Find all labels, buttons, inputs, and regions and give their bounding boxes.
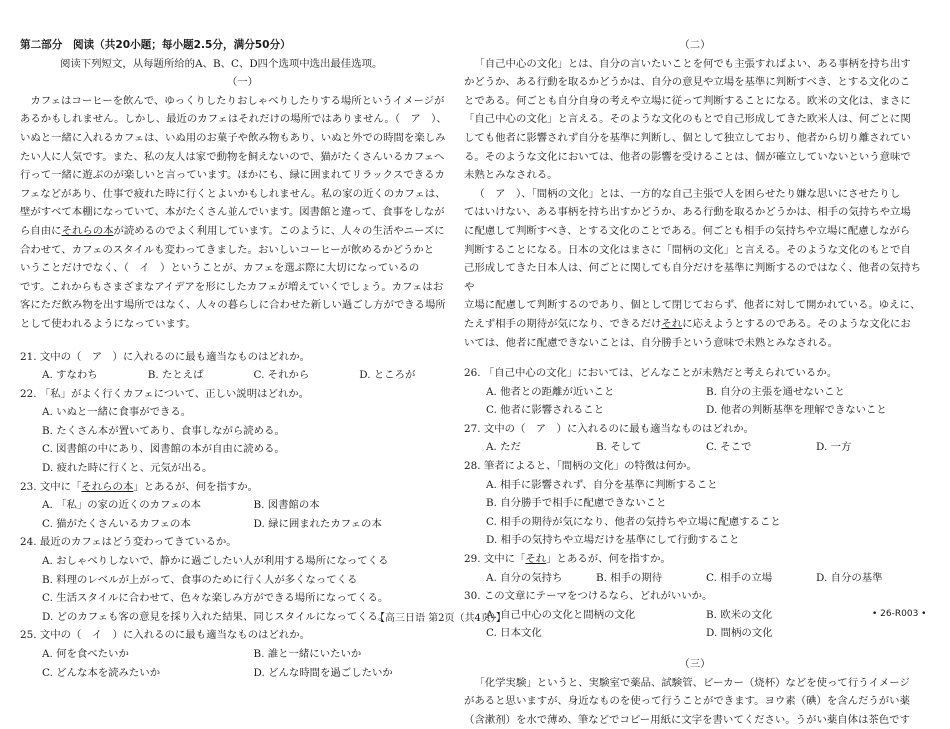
- option-a[interactable]: A. 相手に影響されず、自分を基準に判断すること: [486, 478, 718, 491]
- passage-1-body: [20, 92, 465, 334]
- option-d[interactable]: D. 一方: [816, 441, 852, 454]
- passage-line: いぬと一緒に入れるカフェは、いぬ用のお菓子や飲み物もあり、いぬと外での時間を楽しみ: [20, 131, 446, 144]
- question-stem: [20, 478, 465, 497]
- passage-line: 行って一緒に遊ぶのが楽しいと言っています。ほかにも、緑に囲まれてリラックスできるカ: [20, 169, 445, 182]
- option-b[interactable]: B. 自分勝手で相手に配慮できないこと: [486, 497, 667, 510]
- passage-line: フェなどがあり、仕事で疲れた時に行くとよいかもしれません。私の家の近くのカフェは、: [20, 187, 446, 200]
- passage-line: しても他者に影響されず自分を基準に判断し、個として独立しており、他者から切り離されてい: [464, 131, 911, 144]
- option-a[interactable]: A. 何を食べたいか: [42, 648, 129, 660]
- option-b[interactable]: B. たくさん本が置いてあり、食事しながら読める。: [42, 424, 285, 437]
- passage-line: （ ア ）、「間柄の文化」とは、一方的な自己主張で人を困らせたり嫌な思いにさせたりし: [474, 187, 901, 200]
- question-stem: 24. 最近のカフェはどう変わってきているか。: [20, 536, 237, 549]
- option-a[interactable]: A. 「私」の家の近くのカフェの本: [42, 499, 202, 512]
- option-b[interactable]: B. 自分の主張を通せないこと: [706, 385, 845, 398]
- question-stem: [464, 550, 926, 569]
- option-c[interactable]: C. 相手の立場: [706, 571, 773, 584]
- question-stem: 25. 文中の（ イ ）に入れるのに最も適当なものはどれか。: [20, 629, 310, 642]
- stem-text: 29. 文中に「: [464, 553, 526, 566]
- passage-line: たい人に人気です。また、私の友人は家で動物を飼えないので、猫がたくさんいるカフェへ: [20, 150, 445, 163]
- stem-text: 」とあるが、何を指すか。: [546, 553, 671, 566]
- option-c[interactable]: C. 他者に影響されること: [486, 404, 605, 417]
- option-d[interactable]: D. 間柄の文化: [706, 627, 773, 640]
- question-25: [20, 626, 465, 682]
- line-text: たえず相手の期待が気になり、できるだけ: [464, 317, 662, 330]
- question-27: [464, 420, 926, 457]
- passage-line: カフェはコーヒーを飲んで、ゆっくりしたりおしゃべりしたりする場所というイメージが: [30, 94, 445, 107]
- option-d[interactable]: D. 自分の基準: [816, 571, 883, 584]
- passage-line: 未熟とみなされる。: [464, 169, 558, 182]
- option-c[interactable]: C. 相手の期待が気になり、他者の気持ちや立場に配慮すること: [486, 515, 781, 528]
- passage-3-body: [464, 674, 926, 729]
- passage-line: があると思いますが、身近なものを使って行うことができます。ヨウ素（碘）を含んだうがい薬: [464, 695, 910, 708]
- page-number: 【高三日语 第2页（共4页）】: [375, 613, 506, 624]
- option-c[interactable]: C. そこで: [706, 441, 752, 454]
- passage-line: として使われるようになっています。: [20, 317, 196, 330]
- section-instruction: 阅读下列短文，从每题所给的A、B、C、D四个选项中选出最佳选项。: [60, 57, 383, 70]
- option-a[interactable]: A. すなわち: [42, 369, 98, 382]
- option-c[interactable]: C. それから: [253, 369, 310, 382]
- stem-text: 23. 文中に「: [20, 480, 82, 493]
- passage-line: 「自己中心の文化」と言える。そのような文化のもとで自己形成してきた欧米人は、何ごとに関: [464, 113, 911, 126]
- passage-line: 客にただ飲み物を出す場所ではなく、人々の暮らしに合わせた新しい過ごし方ができる場所: [20, 299, 446, 312]
- question-stem: 28. 筆者によると、「間柄の文化」の特徴は何か。: [464, 460, 697, 473]
- passage-3-number: （三）: [679, 658, 711, 670]
- question-22: [20, 385, 465, 478]
- question-23: [20, 478, 465, 534]
- question-29: [464, 550, 926, 587]
- option-c[interactable]: C. どんな本を読みたいか: [42, 666, 161, 679]
- line-text: に応えようとするのである。そのような文化にお: [682, 317, 911, 330]
- passage-line: [464, 315, 926, 334]
- line-text: が読めるのでよく利用しています。このように、人々の生活やニーズに: [113, 224, 445, 237]
- option-d[interactable]: D. 疲れた時に行くと、元気が出る。: [42, 462, 213, 475]
- passage-line: に配慮して判断すべき、とする文化のことである。何ごとも相手の気持ちや立場に配慮しながら: [464, 224, 911, 237]
- passage-line: （含漱剂）を水で薄め、筆などでコピー用紙に文字を書いてください。うがい薬自体は茶色です: [464, 713, 910, 726]
- underlined-phrase: それらの本: [81, 480, 134, 493]
- passage-line: てはいけない、ある事柄を持ち出すかどうか、ある行動を取るかどうかは、相手の気持ちや立場: [464, 206, 911, 219]
- passage-2-number: （二）: [679, 39, 711, 51]
- passage-line: いては、他者に配慮できないことは、自分勝手という意味で未熟とみなされる。: [464, 336, 839, 349]
- option-c[interactable]: C. 日本文化: [486, 627, 542, 640]
- question-28: [464, 457, 926, 550]
- passage-line: 「自己中心の文化」とは、自分の言いたいことを何でも主張すればよい、ある事柄を持ち出す: [474, 57, 911, 70]
- exam-code: • 26-R003 •: [872, 609, 927, 619]
- line-text: ら自由に: [20, 224, 62, 237]
- option-c[interactable]: C. 猫がたくさんいるカフェの本: [42, 517, 191, 530]
- underlined-phrase: それ: [661, 317, 683, 330]
- passage-1-number: （一）: [226, 76, 259, 89]
- option-d[interactable]: D. どのカフェも客の意見を採り入れた結果、同じスタイルになってくる。: [42, 610, 389, 623]
- stem-text: 」とあるが、何を指すか。: [133, 480, 259, 493]
- option-c[interactable]: C. 図書館の中にあり、図書館の本が自由に読める。: [42, 443, 285, 456]
- question-21: [20, 348, 465, 385]
- passage-line: あるかもしれません。しかし、最近のカフェはそれだけの場所ではありません。（ ア ）、: [20, 113, 447, 126]
- passage-line: 「化学実験」というと、実験室で薬品、試験管、ビーカー（烧杯）などを使って行うイメージ: [474, 676, 910, 689]
- option-d[interactable]: D. 相手の気持ちや立場だけを基準にして行動すること: [486, 534, 740, 547]
- option-a[interactable]: A. おしゃべりしないで、静かに過ごしたい人が利用する場所になってくる: [42, 555, 389, 568]
- passage-2-body: [464, 55, 926, 353]
- option-c[interactable]: C. 生活スタイルに合わせて、色々な楽しみ方ができる場所になってくる。: [42, 592, 389, 605]
- passage-line: いうことだけでなく、（ イ ）ということが、カフェを選ぶ際に大切になっているの: [20, 262, 420, 275]
- option-b[interactable]: B. 誰と一緒にいたいか: [253, 648, 362, 660]
- left-column: [20, 36, 465, 682]
- question-stem: 27. 文中の（ ア ）に入れるのに最も適当なものはどれか。: [464, 422, 754, 435]
- question-stem: 30. この文章にテーマをつけるなら、どれがいいか。: [464, 590, 713, 603]
- passage-line: [20, 222, 465, 241]
- passage-line: かどうか、ある行動を取るかどうかは、自分の意見や立場を基準に判断すべき、とする文化のこ: [464, 76, 911, 89]
- option-d[interactable]: D. ところが: [359, 369, 416, 382]
- question-stem: 21. 文中の（ ア ）に入れるのに最も適当なものはどれか。: [20, 350, 310, 363]
- option-d[interactable]: D. 他者の判断基準を理解できないこと: [706, 404, 887, 417]
- option-b[interactable]: B. そして: [596, 441, 642, 454]
- underlined-phrase: それ: [525, 553, 547, 566]
- section-title: 第二部分 阅读（共20小题；每小题2.5分，满分50分）: [20, 39, 291, 51]
- option-b[interactable]: B. 相手の期待: [596, 571, 663, 584]
- passage-line: 立場に配慮して判断するのであり、個として閉じておらず、他者に対して開かれている。ゆえに、: [464, 299, 921, 312]
- option-d[interactable]: D. どんな時間を過ごしたいか: [253, 666, 393, 679]
- question-stem: 26. 「自己中心の文化」においては、どんなことが未熟だと考えられているか。: [464, 367, 838, 380]
- option-b[interactable]: B. 欧米の文化: [706, 608, 773, 621]
- passage-line: 壁がすべて本棚になっていて、本がたくさん並んでいます。図書館と違って、食事をしなが: [20, 206, 445, 219]
- passage-line: 判断することになる。日本の文化はまさに「間柄の文化」と言える。そのような文化のもとで自: [464, 243, 911, 256]
- option-a[interactable]: A. 自己中心の文化と間柄の文化: [486, 608, 636, 621]
- option-a[interactable]: A. いぬと一緒に食事ができる。: [42, 406, 192, 419]
- passage-line: 合わせて、カフェのスタイルも変わってきました。おいしいコーヒーが飲めるかどうかと: [20, 243, 435, 256]
- option-a[interactable]: A. 他者との距離が近いこと: [486, 385, 615, 398]
- option-a[interactable]: A. 自分の気持ち: [486, 571, 563, 584]
- question-30: [464, 587, 926, 643]
- option-b[interactable]: B. たとえば: [147, 369, 204, 382]
- passage-line: 己形成してきた日本人は、何ごとに関しても自分だけを基準に判断するのではなく、他者の気持ちや: [464, 262, 921, 293]
- right-column: [464, 36, 926, 729]
- option-a[interactable]: A. ただ: [486, 441, 521, 454]
- underlined-phrase: それらの本: [61, 224, 114, 237]
- question-26: [464, 364, 926, 420]
- option-b[interactable]: B. 料理のレベルが上がって、食事のために行く人が多くなってくる: [42, 573, 358, 586]
- passage-line: る。そのような文化においては、他者の影響を受けることは、個が確立していないという意味で: [464, 150, 911, 163]
- question-stem: 22. 「私」がよく行くカフェについて、正しい説明はどれか。: [20, 387, 310, 400]
- option-d[interactable]: D. 緑に囲まれたカフェの本: [253, 517, 382, 530]
- passage-line: とである。何ごとも自分自身の考えや立場に従って判断することになる。欧米の文化は、まさに: [464, 94, 911, 107]
- passage-line: です。これからもさまざまなアイデアを形にしたカフェが増えていくでしょう。カフェはお: [20, 280, 444, 293]
- option-b[interactable]: B. 図書館の本: [253, 499, 320, 512]
